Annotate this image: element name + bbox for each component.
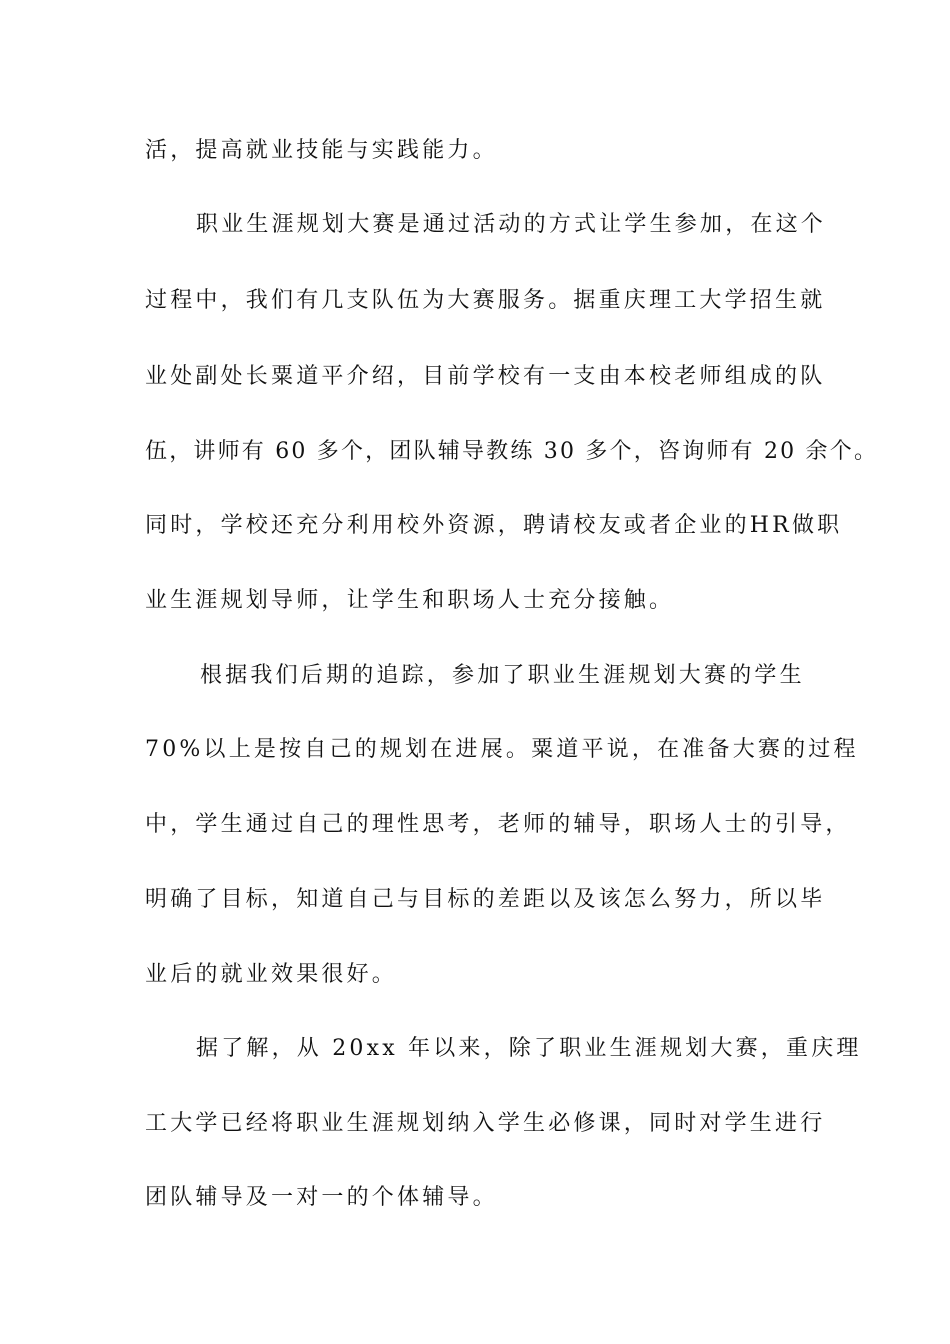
text-line-11: 明确了目标，知道自己与目标的差距以及该怎么努力，所以毕 bbox=[145, 887, 826, 912]
text-line-8: 根据我们后期的追踪，参加了职业生涯规划大赛的学生 bbox=[200, 663, 805, 688]
text-line-1: 活，提高就业技能与实践能力。 bbox=[145, 138, 498, 163]
text-line-14: 工大学已经将职业生涯规划纳入学生必修课，同时对学生进行 bbox=[145, 1111, 826, 1136]
text-line-6: 同时，学校还充分利用校外资源，聘请校友或者企业的HR做职 bbox=[145, 513, 843, 538]
text-line-7: 业生涯规划导师，让学生和职场人士充分接触。 bbox=[145, 588, 675, 613]
text-line-13: 据了解，从 20xx 年以来，除了职业生涯规划大赛，重庆理 bbox=[196, 1036, 862, 1061]
text-line-5: 伍，讲师有 60 多个，团队辅导教练 30 多个，咨询师有 20 余个。 bbox=[145, 439, 879, 464]
text-line-15: 团队辅导及一对一的个体辅导。 bbox=[145, 1185, 498, 1210]
text-line-10: 中，学生通过自己的理性思考，老师的辅导，职场人士的引导， bbox=[145, 812, 851, 837]
text-line-4: 业处副处长粟道平介绍，目前学校有一支由本校老师组成的队 bbox=[145, 364, 826, 389]
text-line-3: 过程中，我们有几支队伍为大赛服务。据重庆理工大学招生就 bbox=[145, 288, 826, 313]
text-line-9: 70%以上是按自己的规划在进展。粟道平说，在准备大赛的过程 bbox=[145, 737, 859, 762]
text-line-12: 业后的就业效果很好。 bbox=[145, 962, 398, 987]
text-line-2: 职业生涯规划大赛是通过活动的方式让学生参加，在这个 bbox=[196, 212, 827, 237]
